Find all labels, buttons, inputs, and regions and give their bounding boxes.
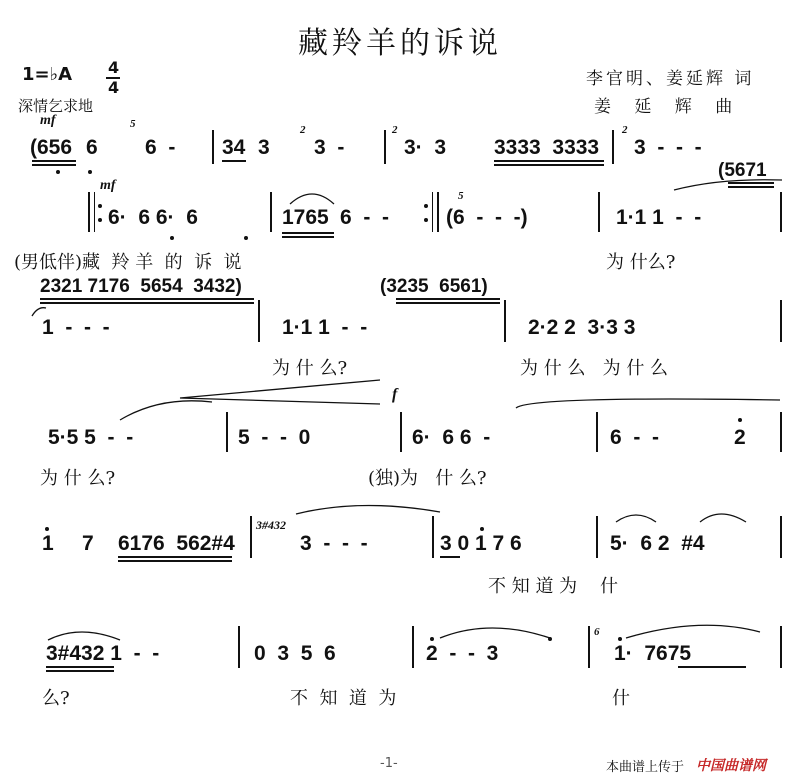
- grace-note: 6: [594, 626, 600, 638]
- dynamic-mark: mf: [100, 178, 116, 193]
- note-group: 6176 562#4: [118, 532, 235, 555]
- note-group: 2 - - 3: [426, 642, 499, 665]
- site-logo: 中国曲谱网: [696, 758, 766, 774]
- composer-credit: 姜 延 辉 曲: [594, 97, 742, 117]
- note-group: 3333 3333: [494, 136, 600, 159]
- note-group: 0 3 5 6: [254, 642, 336, 665]
- note-group: 6· 6 6 -: [412, 426, 491, 449]
- note-group: 34: [222, 136, 246, 159]
- lyrics-line: 不 知 道 为: [290, 688, 397, 709]
- note-group: 5·5 5 - -: [48, 426, 134, 449]
- note-group: 1· 7675: [614, 642, 692, 665]
- note-group: 1·1 1 - -: [282, 316, 368, 339]
- lyrics-line: (男低伴)藏 羚 羊 的 诉 说: [14, 252, 242, 273]
- lyricist-credit: 李官明、姜延辉 词: [586, 69, 755, 89]
- note-group: 5 - - 0: [238, 426, 311, 449]
- lyrics-line: 为 什么?: [606, 252, 676, 273]
- note-group: (6 - - -): [446, 206, 528, 229]
- note-group: 2321 7176 5654 3432): [40, 276, 242, 297]
- note-group: 2·2 2 3·3 3: [528, 316, 636, 339]
- note-group: 1765: [282, 206, 329, 229]
- lyrics-line: 为 什 么?: [272, 358, 348, 379]
- tempo-marking: 深情乞求地: [18, 97, 94, 115]
- note-group: 6 - -: [340, 206, 390, 229]
- note-group: 2: [734, 426, 746, 449]
- grace-note: 3#432: [256, 518, 286, 532]
- lyrics-line: 什: [612, 688, 630, 709]
- grace-note: 5: [458, 190, 464, 202]
- dynamic-mark: f: [392, 386, 398, 403]
- note-group: 1 - - -: [42, 316, 110, 339]
- note-group: 3 - - -: [634, 136, 702, 159]
- note-group: 7: [82, 532, 94, 555]
- time-signature-bottom: 4: [108, 78, 120, 97]
- dynamic-mark: mf: [40, 113, 56, 128]
- page-number: -1-: [380, 756, 398, 771]
- note-group: (3235 6561): [380, 276, 488, 297]
- lyrics-line: (独)为 什 么?: [368, 468, 487, 489]
- lyrics-line: 为 什 么 为 什 么: [520, 358, 669, 379]
- page-title: 藏羚羊的诉说: [298, 26, 502, 61]
- note-group: 6· 6 6· 6: [108, 206, 198, 229]
- note-group: 6: [86, 136, 98, 159]
- note-group: 3· 3: [404, 136, 447, 159]
- lyrics-line: 么?: [42, 688, 70, 709]
- note-group: 5· 6 2 #4: [610, 532, 705, 555]
- note-group: (5671: [718, 160, 767, 181]
- lyrics-line: 为 什 么?: [40, 468, 116, 489]
- grace-note: 5: [130, 118, 136, 130]
- grace-note: 2: [622, 124, 628, 136]
- note-group: 3 -: [314, 136, 345, 159]
- note-group: (656: [30, 136, 73, 159]
- note-group: 1·1 1 - -: [616, 206, 702, 229]
- note-group: 6 - -: [610, 426, 660, 449]
- note-group: 3 - - -: [300, 532, 368, 555]
- note-group: 3 0 1 7 6: [440, 532, 522, 555]
- note-group: 6 -: [145, 136, 176, 159]
- lyrics-line: 不 知 道 为 什: [488, 576, 619, 597]
- grace-note: 2: [300, 124, 306, 136]
- note-group: 1: [42, 532, 54, 555]
- time-signature-top: 4: [108, 58, 120, 77]
- upload-note: 本曲谱上传于: [606, 760, 685, 775]
- grace-note: 2: [392, 124, 398, 136]
- note-group: 3: [258, 136, 270, 159]
- note-group: 3#432 1 - -: [46, 642, 160, 665]
- key-signature: 1=♭A: [22, 64, 73, 85]
